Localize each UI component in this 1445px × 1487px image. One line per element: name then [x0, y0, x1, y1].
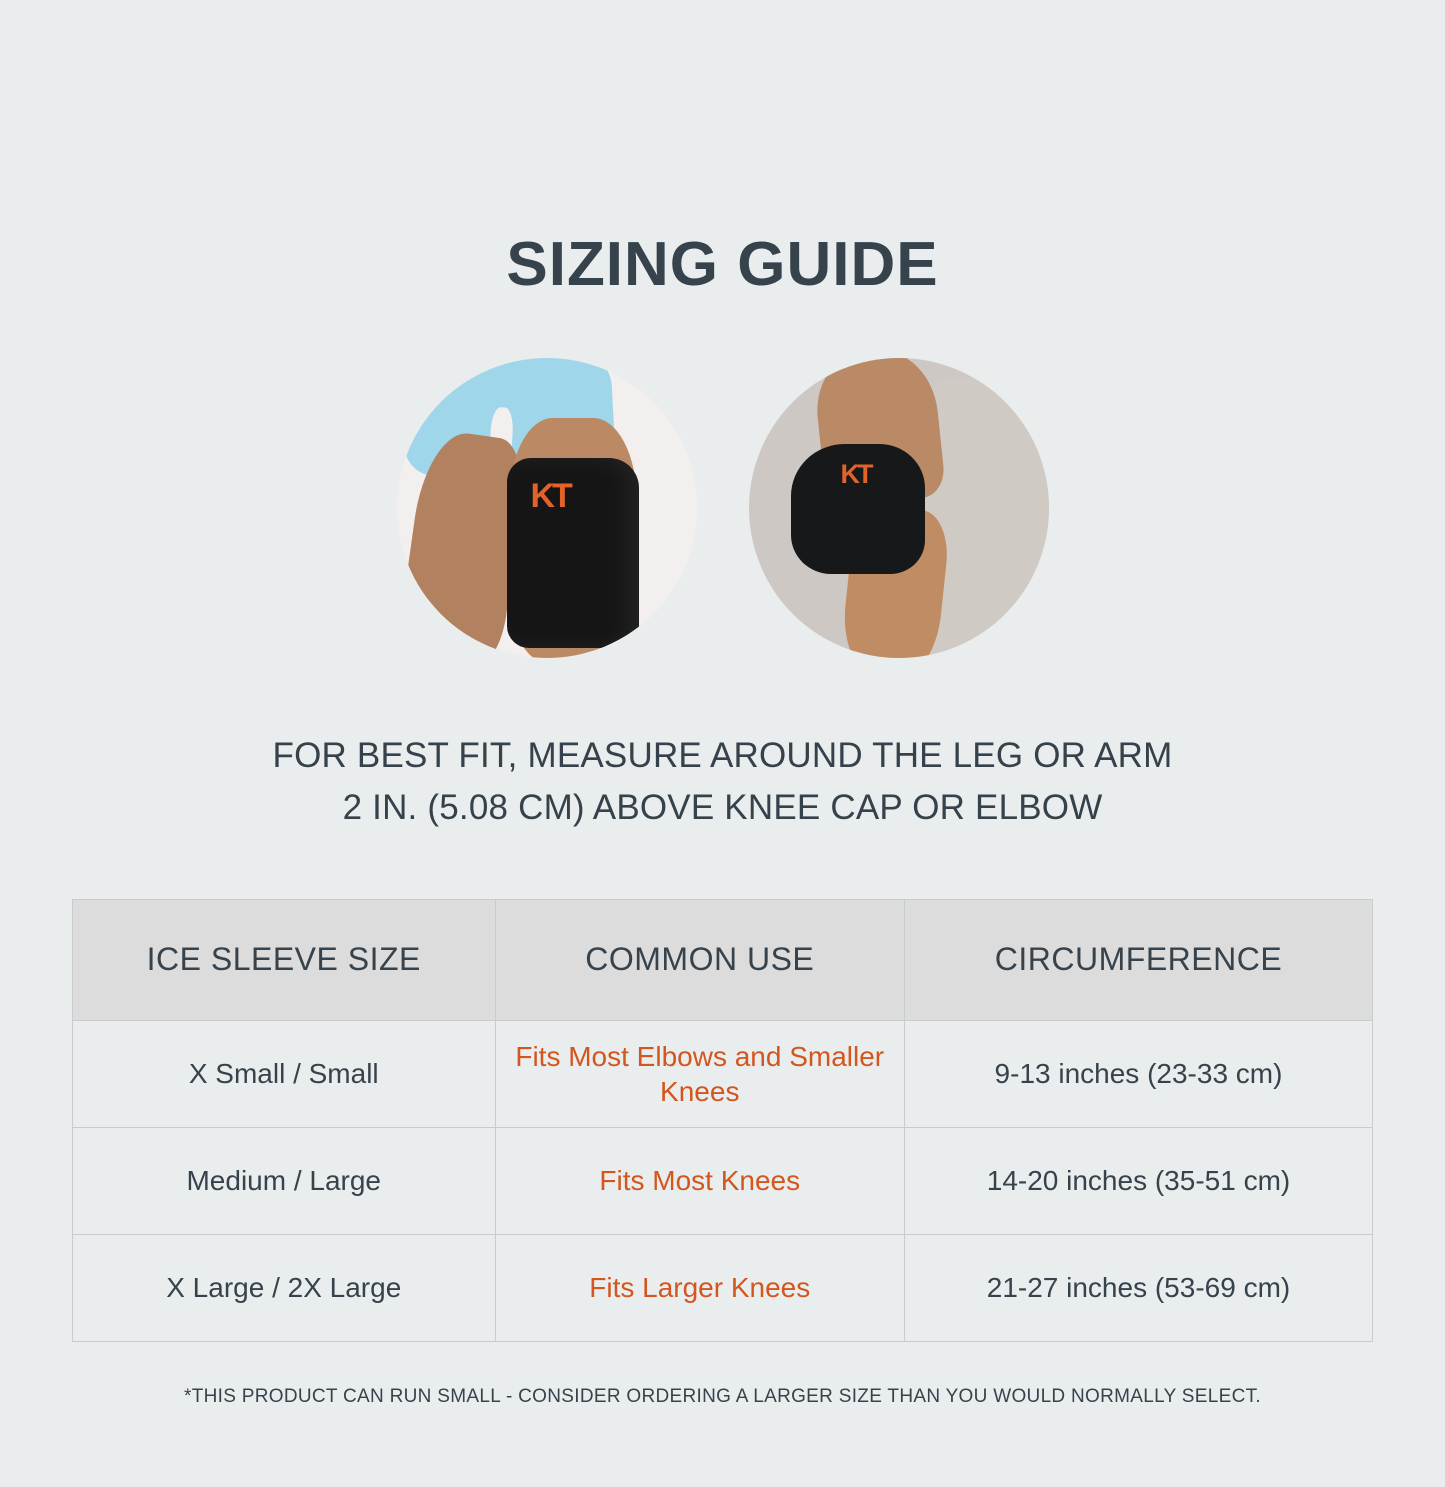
brand-logo-icon: KT: [530, 476, 570, 515]
knee-sleeve-shape: [507, 458, 639, 648]
column-header-common-use: COMMON USE: [495, 899, 905, 1020]
cell-circumference: 21-27 inches (53-69 cm): [905, 1234, 1373, 1341]
cell-size: X Small / Small: [73, 1020, 496, 1127]
sizing-guide-page: [0, 42, 1445, 1487]
sizing-table-body: [73, 1020, 1373, 1341]
cell-circumference: 9-13 inches (23-33 cm): [905, 1020, 1373, 1127]
product-photos: [0, 358, 1445, 658]
sizing-table: [72, 899, 1373, 1342]
cell-common-use: Fits Most Elbows and Smaller Knees: [495, 1020, 905, 1127]
fit-instructions: [0, 730, 1445, 835]
cell-size: Medium / Large: [73, 1127, 496, 1234]
knee-sleeve-photo: [397, 358, 697, 658]
sizing-table-wrapper: [72, 899, 1373, 1342]
cell-common-use: Fits Most Knees: [495, 1127, 905, 1234]
elbow-sleeve-shape: [791, 444, 925, 574]
cell-size: X Large / 2X Large: [73, 1234, 496, 1341]
sizing-table-head: [73, 899, 1373, 1020]
footnote: *THIS PRODUCT CAN RUN SMALL - CONSIDER ORDERING A LARGER SIZE THAN YOU WOULD NORMALLY SELECT.: [184, 1385, 1261, 1407]
table-header-row: [73, 899, 1373, 1020]
brand-logo-icon: KT: [840, 458, 871, 489]
column-header-circumference: CIRCUMFERENCE: [905, 899, 1373, 1020]
fit-instructions-line-2: 2 IN. (5.08 CM) ABOVE KNEE CAP OR ELBOW: [342, 788, 1103, 828]
cell-circumference: 14-20 inches (35-51 cm): [905, 1127, 1373, 1234]
elbow-sleeve-photo: [749, 358, 1049, 658]
cell-common-use: Fits Larger Knees: [495, 1234, 905, 1341]
column-header-size: ICE SLEEVE SIZE: [73, 899, 496, 1020]
fit-instructions-line-1: FOR BEST FIT, MEASURE AROUND THE LEG OR ARM: [272, 735, 1173, 775]
page-title: SIZING GUIDE: [506, 229, 939, 299]
table-row: [73, 1020, 1373, 1127]
table-row: [73, 1127, 1373, 1234]
table-row: [73, 1234, 1373, 1341]
